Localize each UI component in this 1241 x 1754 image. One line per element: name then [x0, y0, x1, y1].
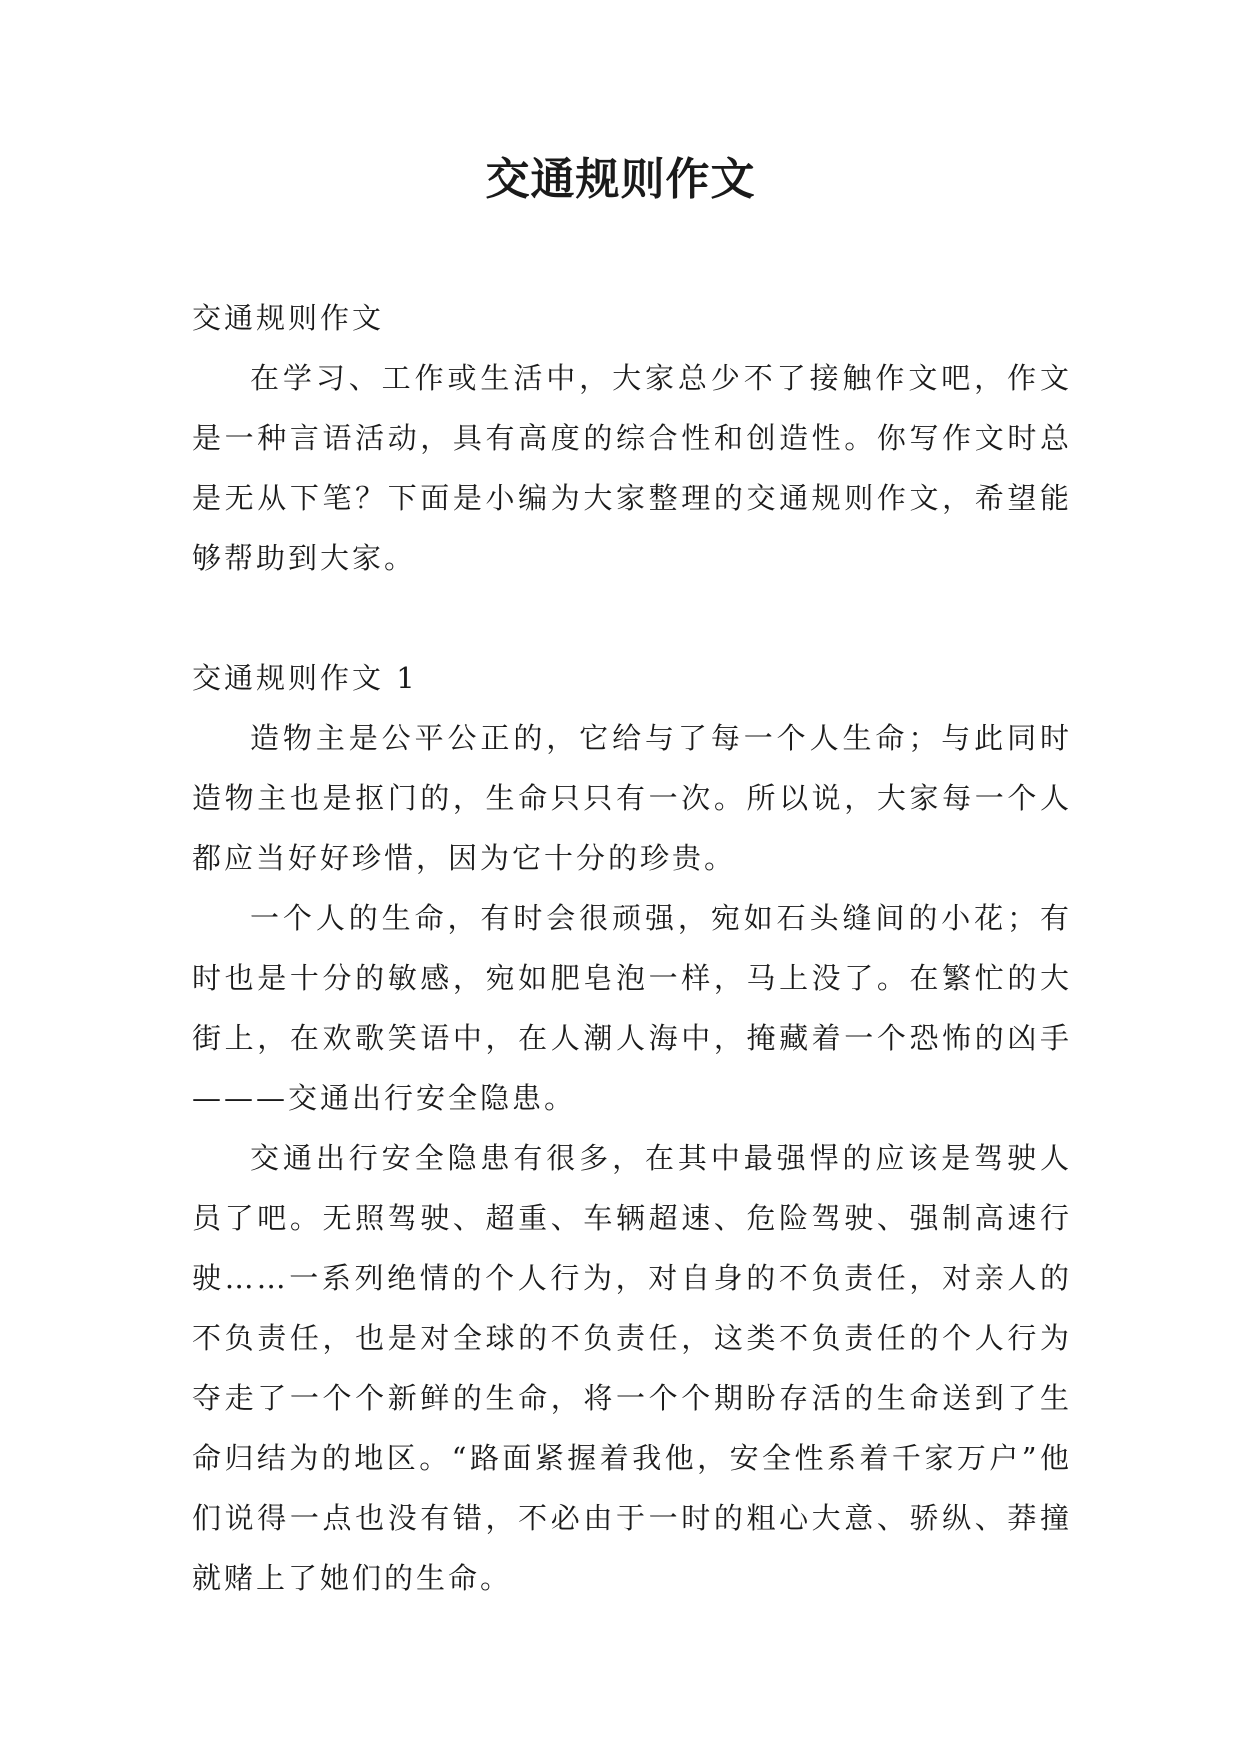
intro-paragraph: 在学习、工作或生活中，大家总少不了接触作文吧，作文是一种言语活动，具有高度的综合性和创造性。你写作文时总是无从下笔？下面是小编为大家整理的交通规则作文，希望能够帮助到大家。: [192, 361, 1072, 575]
section-1-paragraph-3: 交通出行安全隐患有很多，在其中最强悍的应该是驾驶人员了吧。无照驾驶、超重、车辆超速、危险驾驶、强制高速行驶……一系列绝情的个人行为，对自身的不负责任，对亲人的不负责任，也是对全球的不负责任，这类不负责任的个人行为夺走了一个个新鲜的生命，将一个个期盼存活的生命送到了生命归结为的地区。“路面紧握着我他，安全性系着千家万户”他们说得一点也没有错，不必由于一时的粗心大意、骄纵、莽撞就赌上了她们的生命。: [192, 1141, 1072, 1595]
section-1-paragraph-2: 一个人的生命，有时会很顽强，宛如石头缝间的小花；有时也是十分的敏感，宛如肥皂泡一样，马上没了。在繁忙的大街上，在欢歌笑语中，在人潮人海中，掩藏着一个恐怖的凶手———交通出行安全隐患。: [192, 901, 1072, 1115]
section-1-heading: 交通规则作文 1: [192, 661, 418, 695]
intro-heading: 交通规则作文: [192, 301, 385, 335]
document-title: 交通规则作文: [485, 154, 756, 205]
document-body: [192, 288, 1072, 1608]
section-1-paragraph-1: 造物主是公平公正的，它给与了每一个人生命；与此同时造物主也是抠门的，生命只只有一次。所以说，大家每一个人都应当好好珍惜，因为它十分的珍贵。: [192, 721, 1072, 875]
section-spacer: [192, 588, 1072, 648]
